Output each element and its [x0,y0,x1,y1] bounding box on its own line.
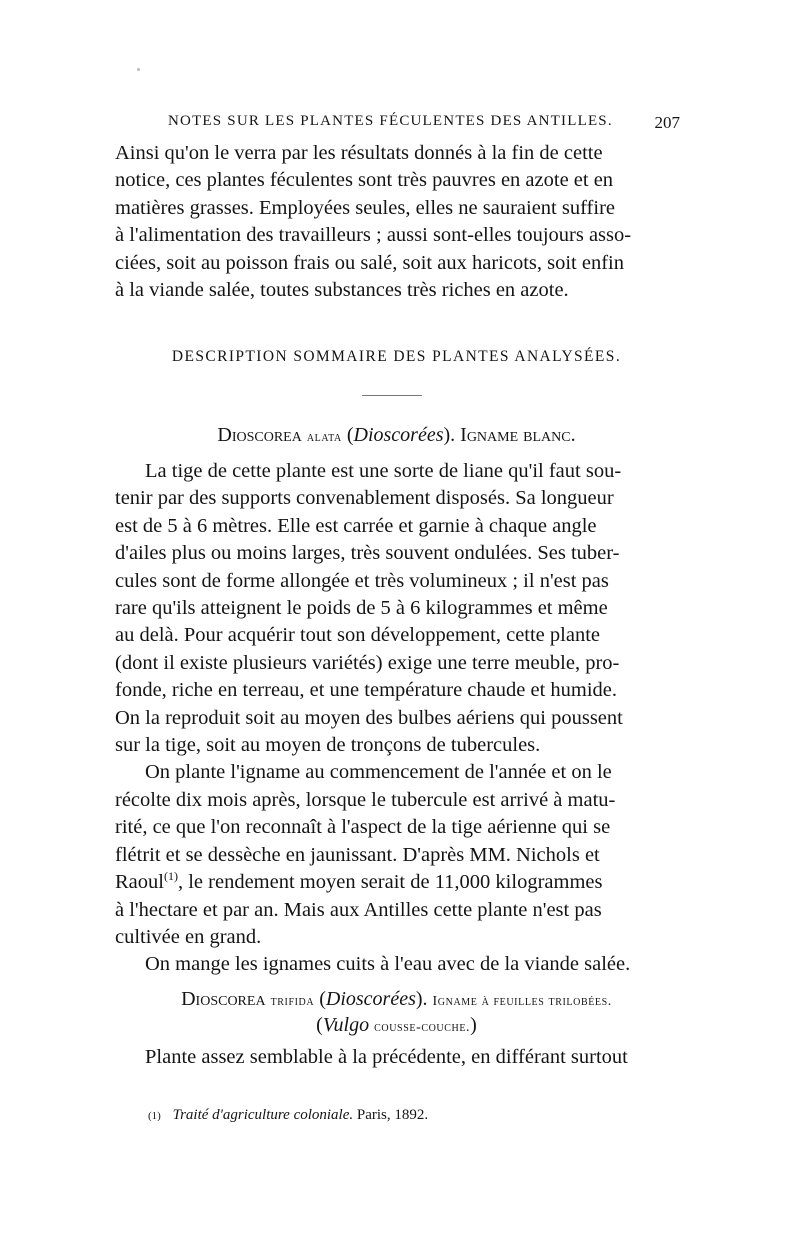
common-name: Igname blanc. [460,424,576,446]
genus-name: Dioscorea [217,424,302,446]
section-divider [362,395,422,396]
intro-paragraph [115,140,678,304]
footnote-mark: (1) [148,1110,161,1122]
vulgo-name: cousse-couche. [374,1020,471,1035]
alata-description [115,458,678,979]
text-line: récolte dix mois après, lorsque le tubercule est arrivé à matu- [115,788,616,811]
text-line: (dont il existe plusieurs variétés) exige une terre meuble, pro- [115,651,620,674]
plant-heading-trifida: Dioscorea trifida (Dioscorées). Igname à feuilles trilobées. [181,988,612,1010]
vulgo-line: (Vulgo cousse-couche.) [316,1014,477,1036]
footnote [148,1107,668,1124]
family-name: Dioscorées [353,424,444,446]
text-line: ciées, soit au poisson frais ou salé, soit aux haricots, soit enfin [115,251,624,274]
text-line [115,869,678,896]
species-name: alata [306,430,342,445]
text-line: On la reproduit soit au moyen des bulbes aériens qui poussent [115,706,623,729]
text-line: cules sont de forme allongée et très volumineux ; il n'est pas [115,569,609,592]
text-line: d'ailes plus ou moins larges, très souvent ondulées. Ses tuber- [115,542,620,565]
text-line: Ainsi qu'on le verra par les résultats donnés à la fin de cette [115,142,603,164]
text-line: Plante assez semblable à la précédente, en différant surtout [145,1046,628,1068]
vulgo-label: Vulgo [322,1014,370,1036]
text-line: est de 5 à 6 mètres. Elle est carrée et garnie à chaque angle [115,514,597,537]
raoul-name: Raoul [115,871,164,894]
plant-heading-alata: Dioscorea alata (Dioscorées). Igname blanc. [217,424,576,446]
footnote-reference: (1) [163,869,178,884]
text-line: fonde, riche en terreau, et une température chaude et humide. [115,679,617,702]
trifida-description [115,1044,678,1071]
running-title: NOTES SUR LES PLANTES FÉCULENTES DES ANTILLES. [168,113,613,129]
paper-speck [137,68,140,71]
text-line: flétrit et se dessèche en jaunissant. D'après MM. Nichols et [115,843,600,866]
genus-name: Dioscorea [181,988,266,1010]
footnote-rest: Paris, 1892. [356,1107,429,1123]
text-line: au delà. Pour acquérir tout son développement, cette plante [115,624,600,647]
text-line: matières grasses. Employées seules, elles ne sauraient suffire [115,196,615,219]
text-line: tenir par des supports convenablement disposés. Sa longueur [115,487,614,510]
common-name: Igname à feuilles trilobées. [432,994,612,1009]
text-line: sur la tige, soit au moyen de tronçons de tubercules. [115,734,541,757]
footnote-work: Traité d'agriculture coloniale. [172,1107,354,1123]
text-line: rité, ce que l'on reconnaît à l'aspect de la tige aérienne qui se [115,816,611,839]
raoul-line-rest: , le rendement moyen serait de 11,000 kilogrammes [177,871,603,894]
text-line: à la viande salée, toutes substances très riches en azote. [115,279,569,302]
species-name: trifida [270,994,315,1009]
page-number: 207 [654,113,680,132]
section-title: DESCRIPTION SOMMAIRE DES PLANTES ANALYSÉES. [171,348,622,365]
text-line: La tige de cette plante est une sorte de liane qu'il faut sou- [145,460,622,482]
text-line: On mange les ignames cuits à l'eau avec de la viande salée. [145,953,631,976]
text-line: rare qu'ils atteignent le poids de 5 à 6 kilogrammes et même [115,597,608,620]
text-line: On plante l'igname au commencement de l'année et on le [145,761,612,784]
family-name: Dioscorées [325,988,416,1010]
text-line: à l'hectare et par an. Mais aux Antilles cette plante n'est pas [115,898,602,921]
text-line: notice, ces plantes féculentes sont très pauvres en azote et en [115,169,614,192]
text-line: cultivée en grand. [115,925,262,948]
text-line: à l'alimentation des travailleurs ; aussi sont-elles toujours asso- [115,224,632,247]
